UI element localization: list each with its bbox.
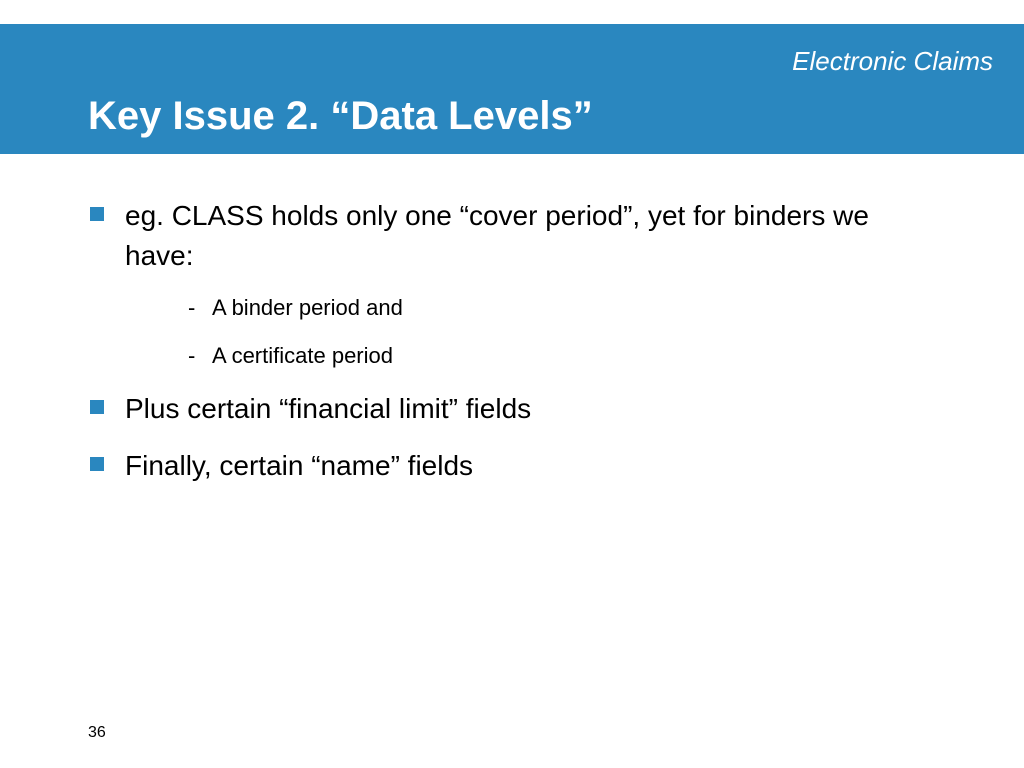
sub-item (188, 293, 403, 323)
deck-label: Electronic Claims (792, 46, 993, 76)
dash-marker: - (188, 295, 196, 320)
dash-marker: - (188, 343, 196, 368)
bullet-item (90, 389, 531, 429)
slide-title: Key Issue 2. “Data Levels” (88, 94, 593, 138)
square-bullet-icon (90, 400, 104, 414)
page-number: 36 (88, 724, 106, 741)
bullet-text: Finally, certain “name” fields (125, 450, 474, 481)
sub-item-text: A certificate period (212, 343, 393, 368)
sub-item (188, 341, 393, 371)
bullet-item (90, 446, 473, 486)
bullet-item (90, 196, 870, 276)
bullet-text: eg. CLASS holds only one “cover period”, yet for binders we have: (125, 200, 869, 271)
sub-item-text: A binder period and (212, 295, 403, 320)
square-bullet-icon (90, 457, 104, 471)
square-bullet-icon (90, 207, 104, 221)
bullet-text: Plus certain “financial limit” fields (125, 393, 532, 424)
